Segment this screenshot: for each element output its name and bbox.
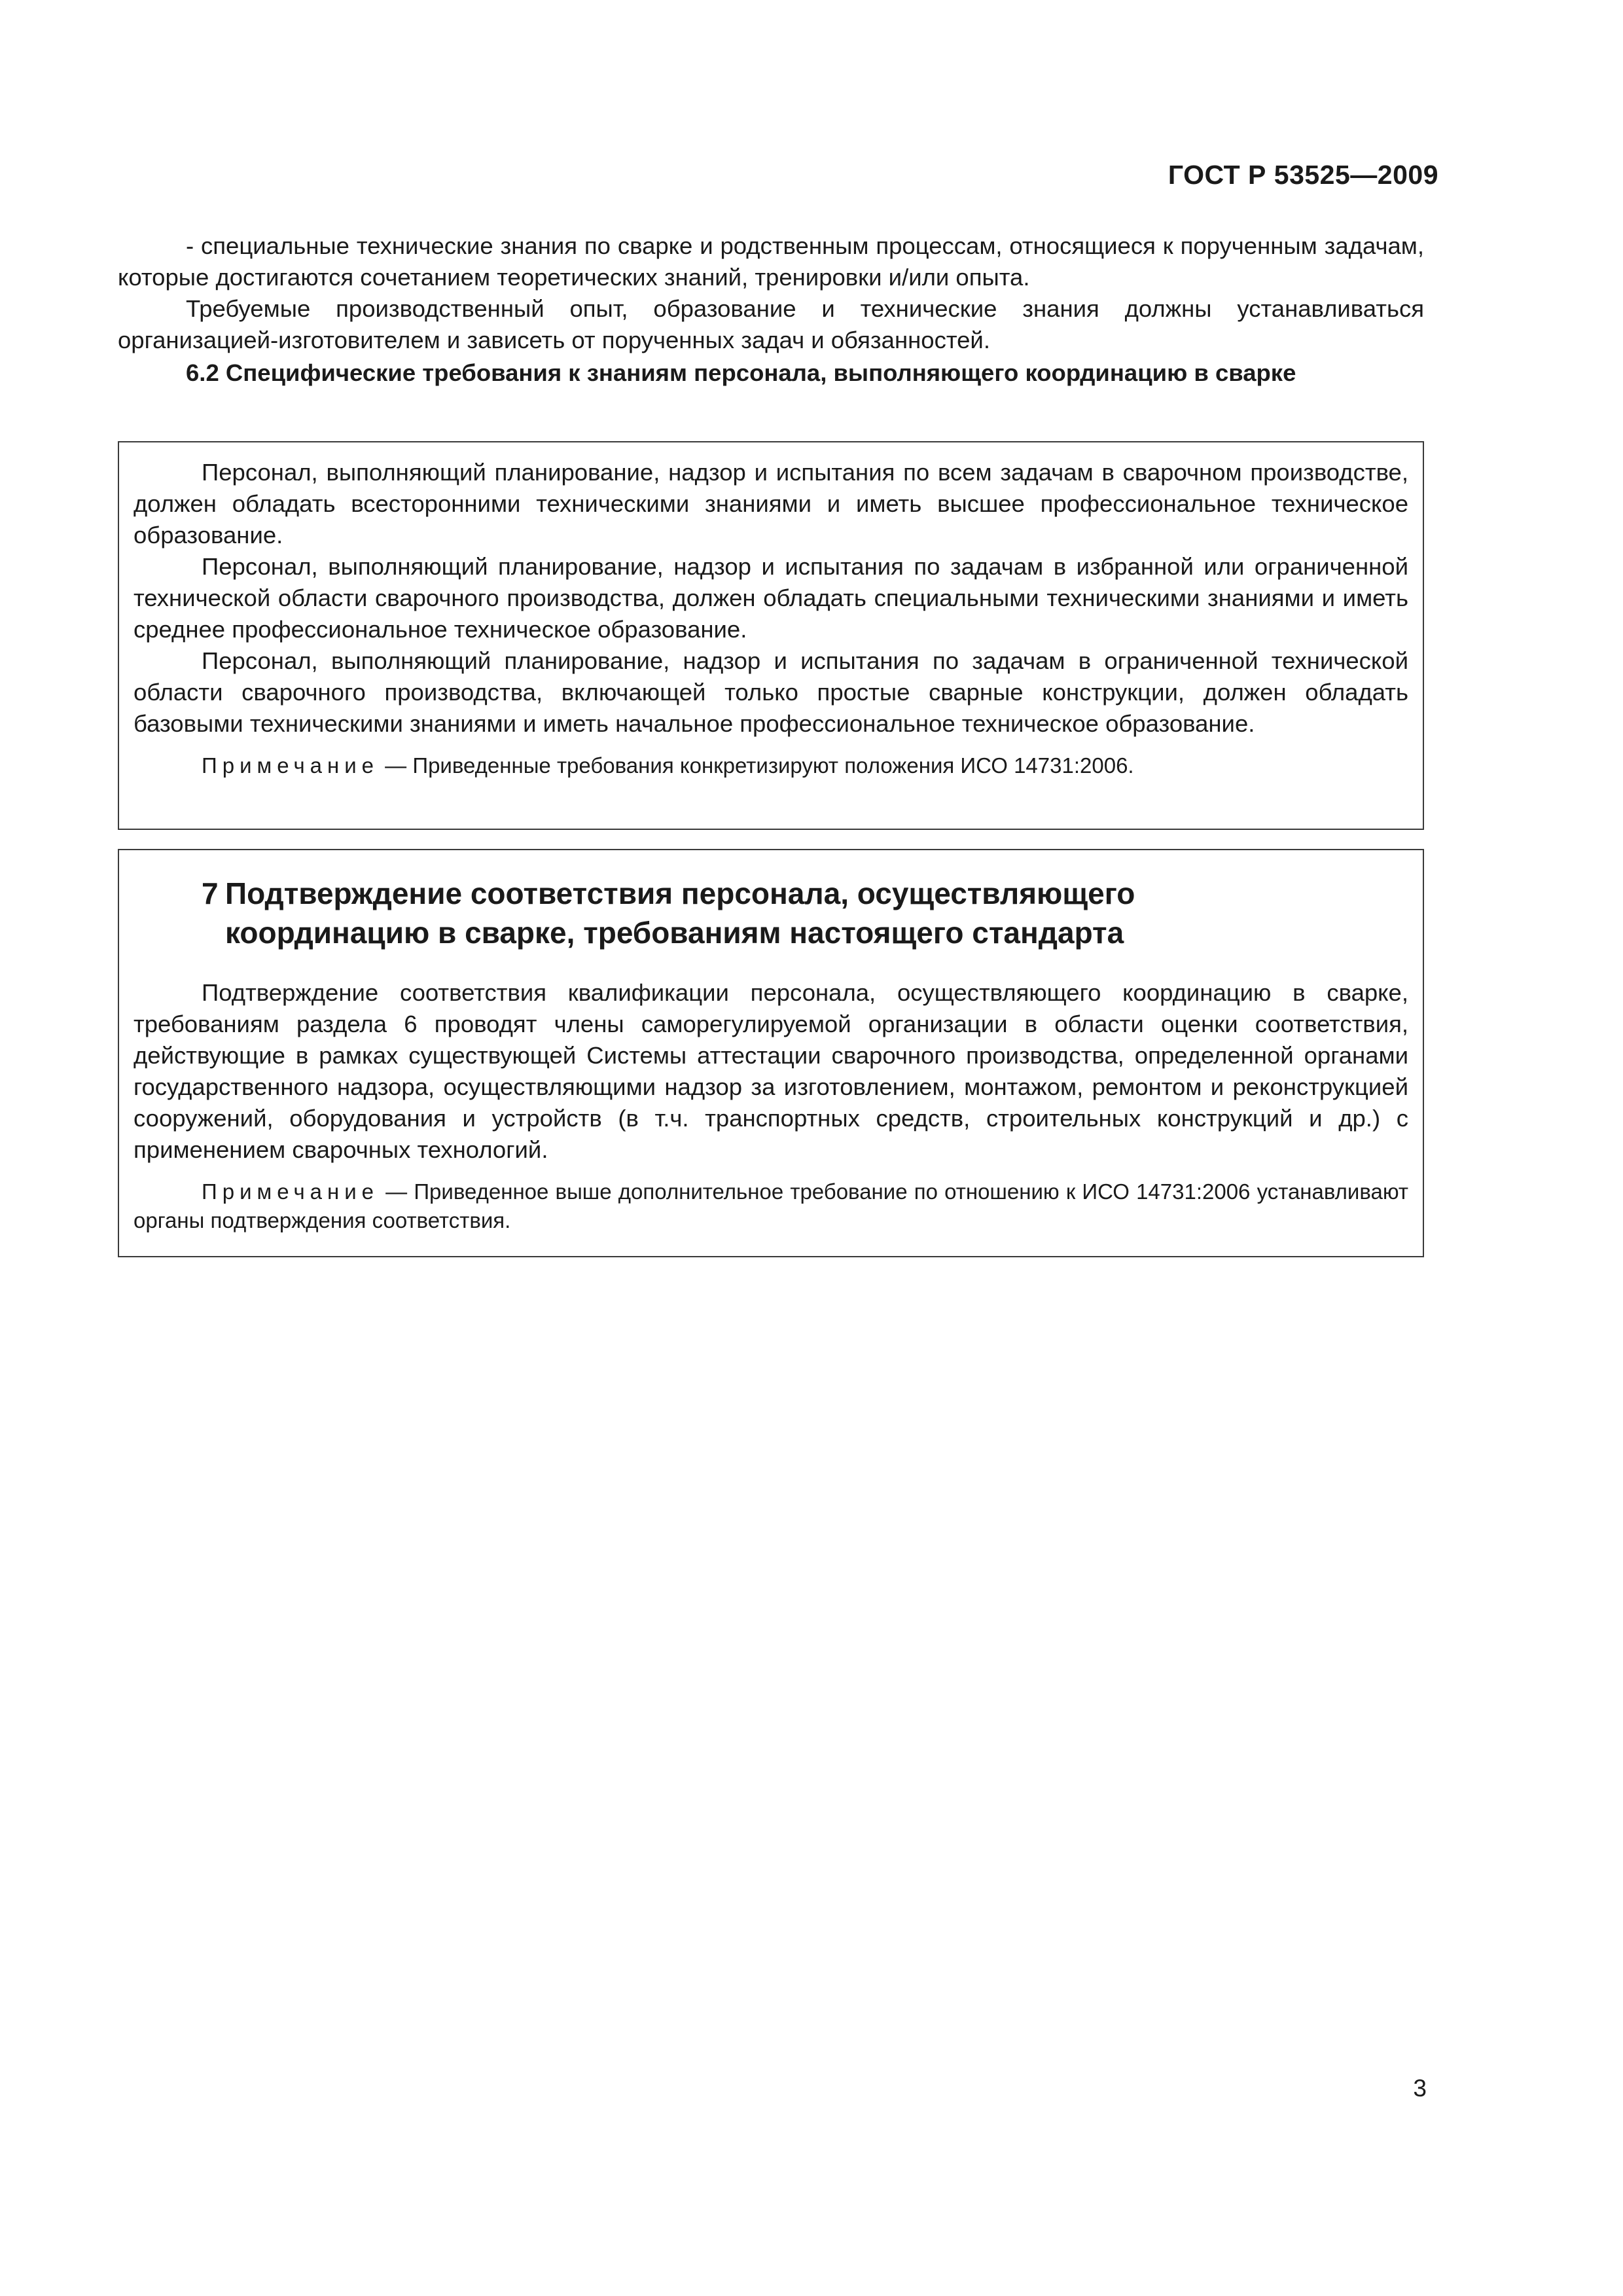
intro-section bbox=[118, 230, 1424, 389]
note-label: Примечание bbox=[202, 753, 380, 778]
requirements-paragraph-1: Персонал, выполняющий планирование, надзор и испытания по всем задачам в сварочном производстве, должен обладать всесторонними техническими знаниями и иметь высшее профессиональное техническое образование. bbox=[134, 459, 1408, 548]
requirements-box bbox=[118, 441, 1424, 830]
document-code: ГОСТ Р 53525—2009 bbox=[1168, 160, 1438, 190]
section-7-box bbox=[118, 849, 1424, 1257]
section-7-heading bbox=[134, 874, 1408, 952]
page-number: 3 bbox=[1413, 2075, 1427, 2102]
requirements-paragraph-2: Персонал, выполняющий планирование, надзор и испытания по задачам в избранной или ограниченной технической области сварочного производства, должен обладать специальными техническими знаниями и иметь среднее профессиональное техническое образование. bbox=[134, 553, 1408, 643]
section-7-note bbox=[134, 1177, 1408, 1235]
intro-paragraph-1: - специальные технические знания по сварке и родственным процессам, относящиеся к порученным задачам, которые достигаются сочетанием теоретических знаний, тренировки и/или опыта. bbox=[118, 232, 1424, 291]
note-text: — Приведенные требования конкретизируют положения ИСО 14731:2006. bbox=[379, 753, 1134, 778]
intro-paragraph-2: Требуемые производственный опыт, образование и технические знания должны устанавливаться организацией-изготовителем и зависеть от порученных задач и обязанностей. bbox=[118, 295, 1424, 353]
requirements-note bbox=[134, 751, 1408, 780]
note-label: Примечание bbox=[202, 1179, 380, 1204]
section-7-title-line-1: Подтверждение соответствия персонала, осуществляющего bbox=[225, 876, 1135, 910]
requirements-paragraph-3: Персонал, выполняющий планирование, надзор и испытания по задачам в ограниченной технической области сварочного производства, включающей только простые сварные конструкции, должен обладать базовыми техническими знаниями и иметь начальное профессиональное техническое образование. bbox=[134, 647, 1408, 737]
section-7-paragraph: Подтверждение соответствия квалификации персонала, осуществляющего координацию в сварке, требованиям раздела 6 проводят члены саморегулируемой организации в области оценки соответствия, действующие в рамках существующей Системы аттестации сварочного производства, определенной органами государственного надзора, осуществляющими надзор за изготовлением, монтажом, ремонтом и реконструкцией сооружений, оборудования и устройств (в т.ч. транспортных средств, строительных конструкций и др.) с применением сварочных технологий. bbox=[134, 979, 1408, 1163]
section-7-number: 7 bbox=[202, 876, 219, 910]
note-text: — Приведенное выше дополнительное требование по отношению к ИСО 14731:2006 устанавливают органы подтверждения соответствия. bbox=[134, 1179, 1408, 1232]
section-6-2-heading: 6.2 Специфические требования к знаниям персонала, выполняющего координацию в сварке bbox=[186, 359, 1296, 386]
section-7-title-line-2: координацию в сварке, требованиям настоящего стандарта bbox=[225, 916, 1124, 950]
